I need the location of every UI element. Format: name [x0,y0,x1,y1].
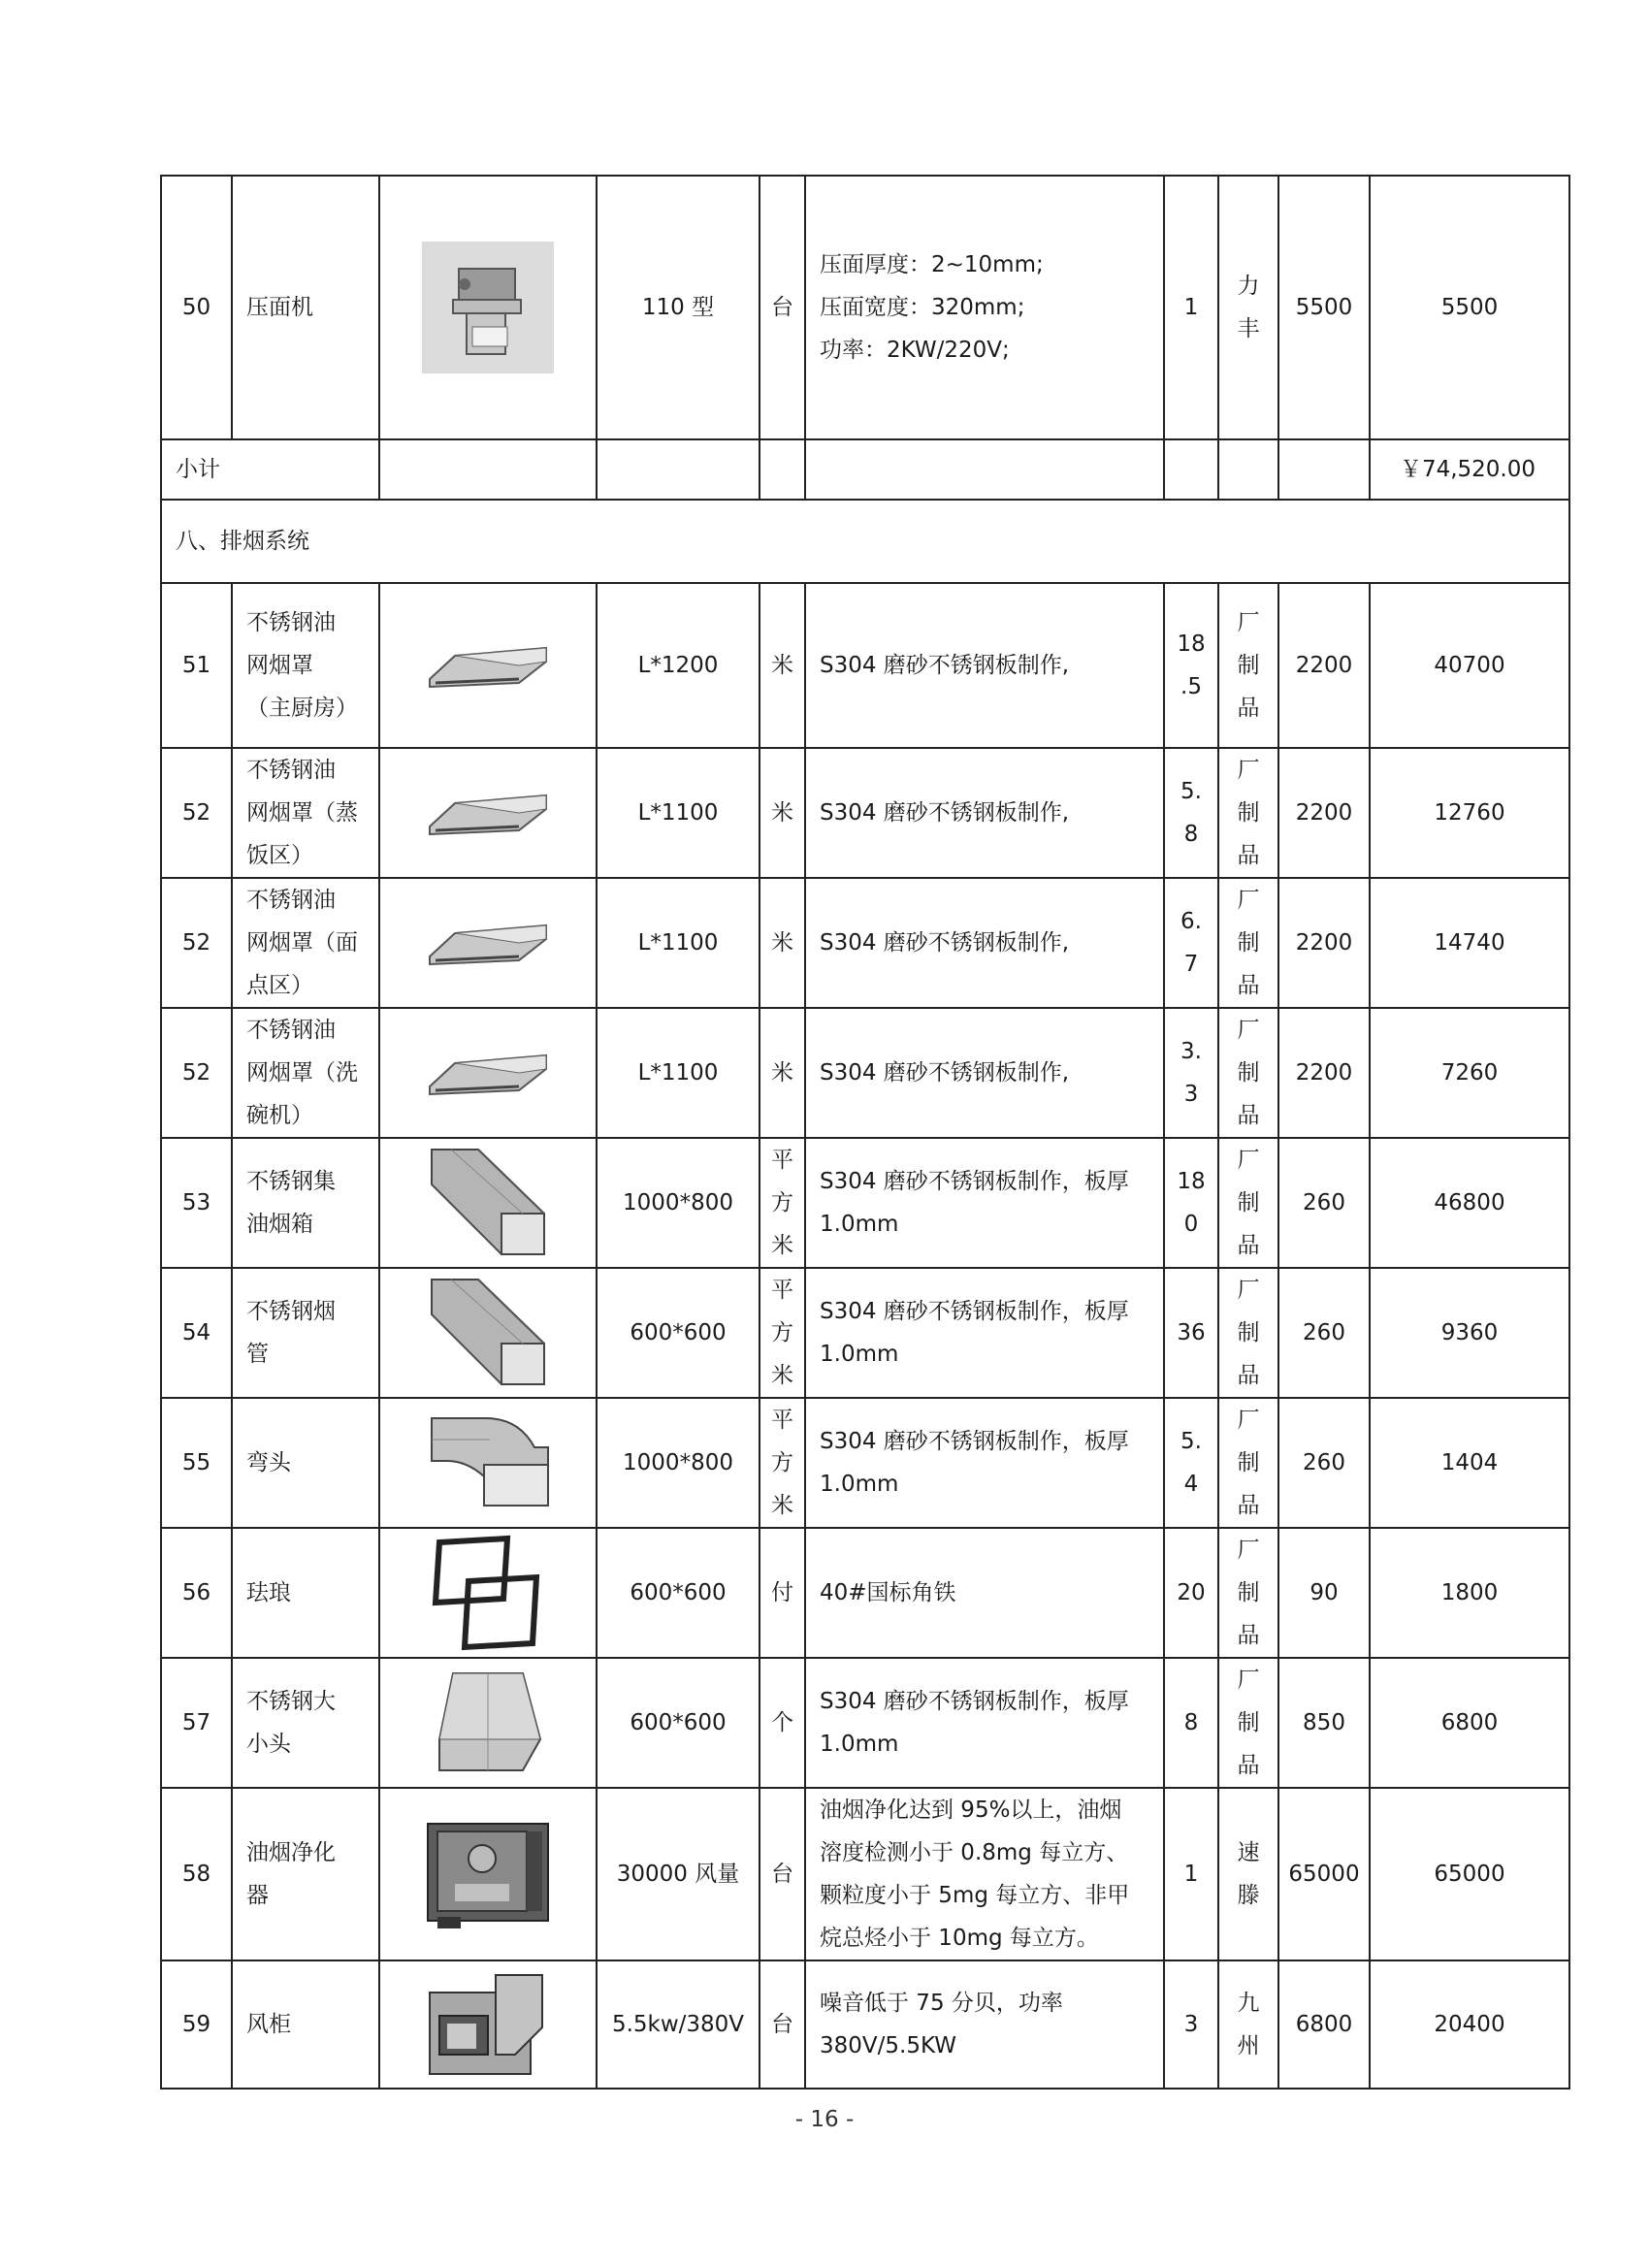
cell-price: 260 [1278,1398,1370,1528]
cell-name: 不锈钢油 网烟罩 （主厨房） [232,583,379,748]
cell-brand: 厂 制 品 [1218,1268,1278,1398]
cell-no: 53 [161,1138,232,1268]
table-row [161,1658,1569,1788]
cell-model: L*1200 [597,583,760,748]
table-row [161,1268,1569,1398]
cell-unit: 米 [760,878,805,1008]
cell-brand: 厂 制 品 [1218,1398,1278,1528]
cell-amount: 1800 [1370,1528,1569,1658]
cell-qty: 20 [1164,1528,1218,1658]
cell-spec: S304 磨砂不锈钢板制作, [805,1008,1164,1138]
cell-unit: 米 [760,1008,805,1138]
cell-amount: 9360 [1370,1268,1569,1398]
cell-spec: S304 磨砂不锈钢板制作, [805,878,1164,1008]
cell-qty: 18 0 [1164,1138,1218,1268]
cell-qty: 3 [1164,1960,1218,2089]
cell-unit: 台 [760,1960,805,2089]
cell-spec: S304 磨砂不锈钢板制作，板厚 1.0mm [805,1268,1164,1398]
purifier-image [379,1788,597,1960]
cell-qty: 5. 4 [1164,1398,1218,1528]
cell-qty: 36 [1164,1268,1218,1398]
cell-unit: 平 方 米 [760,1268,805,1398]
subtotal-row [161,439,1569,500]
cell-spec: S304 磨砂不锈钢板制作，板厚 1.0mm [805,1658,1164,1788]
duct-image [379,1138,597,1268]
cell-name: 弯头 [232,1398,379,1528]
cell-amount: 1404 [1370,1398,1569,1528]
table-row [161,1398,1569,1528]
reducer-image [379,1658,597,1788]
table-row [161,1960,1569,2089]
table-row [161,1008,1569,1138]
cell-qty: 1 [1164,1788,1218,1960]
cell-no: 52 [161,748,232,878]
cell-name: 不锈钢大 小头 [232,1658,379,1788]
cell-model: L*1100 [597,748,760,878]
cell-model: 1000*800 [597,1398,760,1528]
subtotal-label: 小计 [161,439,379,500]
cell-model: L*1100 [597,1008,760,1138]
cell-unit: 个 [760,1658,805,1788]
cell-spec: 40#国标角铁 [805,1528,1164,1658]
cell-brand: 力 丰 [1218,176,1278,439]
cell-no: 57 [161,1658,232,1788]
cell-brand: 厂 制 品 [1218,748,1278,878]
dough-press-image [379,176,597,439]
flange-image [379,1528,597,1658]
cell-spec: S304 磨砂不锈钢板制作，板厚 1.0mm [805,1138,1164,1268]
cell-spec: 压面厚度：2~10mm; 压面宽度：320mm; 功率：2KW/220V; [805,176,1164,439]
cell-qty: 6. 7 [1164,878,1218,1008]
cell-name: 不锈钢烟 管 [232,1268,379,1398]
cell-price: 90 [1278,1528,1370,1658]
cell-no: 50 [161,176,232,439]
cell-model: 30000 风量 [597,1788,760,1960]
cell-amount: 20400 [1370,1960,1569,2089]
table-row [161,176,1569,439]
cell-spec: 油烟净化达到 95%以上，油烟 溶度检测小于 0.8mg 每立方、 颗粒度小于 5mg 每立方、非甲 烷总烃小于 10mg 每立方。 [805,1788,1164,1960]
cell-unit: 台 [760,176,805,439]
cell-no: 54 [161,1268,232,1398]
cell-unit: 米 [760,748,805,878]
elbow-image [379,1398,597,1528]
cell-price: 260 [1278,1138,1370,1268]
table-row [161,1138,1569,1268]
cell-brand: 厂 制 品 [1218,1528,1278,1658]
cell-amount: 14740 [1370,878,1569,1008]
cell-price: 2200 [1278,748,1370,878]
cell-no: 59 [161,1960,232,2089]
cell-name: 压面机 [232,176,379,439]
cell-name: 不锈钢油 网烟罩（洗 碗机） [232,1008,379,1138]
cell-no: 52 [161,1008,232,1138]
cell-name: 不锈钢油 网烟罩（面 点区） [232,878,379,1008]
cell-model: 1000*800 [597,1138,760,1268]
cell-amount: 6800 [1370,1658,1569,1788]
cell-qty: 18 .5 [1164,583,1218,748]
cell-qty: 1 [1164,176,1218,439]
cell-no: 58 [161,1788,232,1960]
cell-price: 850 [1278,1658,1370,1788]
cell-price: 65000 [1278,1788,1370,1960]
cell-name: 风柜 [232,1960,379,2089]
cell-brand: 厂 制 品 [1218,1138,1278,1268]
cell-qty: 5. 8 [1164,748,1218,878]
range-hood-image [379,583,597,748]
cell-amount: 46800 [1370,1138,1569,1268]
range-hood-image [379,878,597,1008]
cell-spec: S304 磨砂不锈钢板制作, [805,583,1164,748]
cell-unit: 米 [760,583,805,748]
cell-model: 5.5kw/380V [597,1960,760,2089]
cell-amount: 5500 [1370,176,1569,439]
cell-name: 不锈钢集 油烟箱 [232,1138,379,1268]
cell-amount: 7260 [1370,1008,1569,1138]
cell-model: 110 型 [597,176,760,439]
cell-amount: 65000 [1370,1788,1569,1960]
section-title: 八、排烟系统 [161,500,1569,583]
cell-no: 55 [161,1398,232,1528]
cell-brand: 速 滕 [1218,1788,1278,1960]
cell-model: L*1100 [597,878,760,1008]
cell-spec: S304 磨砂不锈钢板制作, [805,748,1164,878]
cell-no: 56 [161,1528,232,1658]
cell-price: 5500 [1278,176,1370,439]
range-hood-image [379,1008,597,1138]
cell-brand: 厂 制 品 [1218,1008,1278,1138]
cell-model: 600*600 [597,1268,760,1398]
cell-price: 2200 [1278,1008,1370,1138]
cell-brand: 厂 制 品 [1218,878,1278,1008]
table-row [161,878,1569,1008]
cell-name: 不锈钢油 网烟罩（蒸 饭区） [232,748,379,878]
cell-price: 2200 [1278,583,1370,748]
cell-qty: 3. 3 [1164,1008,1218,1138]
cell-brand: 厂 制 品 [1218,1658,1278,1788]
cell-spec: S304 磨砂不锈钢板制作，板厚 1.0mm [805,1398,1164,1528]
cell-no: 52 [161,878,232,1008]
cell-price: 260 [1278,1268,1370,1398]
section-row [161,500,1569,583]
cell-amount: 40700 [1370,583,1569,748]
cell-spec: 噪音低于 75 分贝，功率 380V/5.5KW [805,1960,1164,2089]
table-row [161,748,1569,878]
cell-price: 2200 [1278,878,1370,1008]
cell-unit: 平 方 米 [760,1398,805,1528]
cell-brand: 厂 制 品 [1218,583,1278,748]
fan-cabinet-image [379,1960,597,2089]
duct-image [379,1268,597,1398]
cell-no: 51 [161,583,232,748]
cell-unit: 付 [760,1528,805,1658]
cell-model: 600*600 [597,1658,760,1788]
table-row [161,1788,1569,1960]
page-number: - 16 - [794,2107,855,2132]
cell-qty: 8 [1164,1658,1218,1788]
subtotal-amount: ￥74,520.00 [1370,439,1569,500]
cell-name: 油烟净化 器 [232,1788,379,1960]
table-row [161,1528,1569,1658]
equipment-table [160,175,1570,2090]
cell-model: 600*600 [597,1528,760,1658]
table-row [161,583,1569,748]
cell-brand: 九 州 [1218,1960,1278,2089]
table-body [161,176,1569,2089]
cell-price: 6800 [1278,1960,1370,2089]
cell-name: 珐琅 [232,1528,379,1658]
cell-unit: 台 [760,1788,805,1960]
cell-unit: 平 方 米 [760,1138,805,1268]
range-hood-image [379,748,597,878]
cell-amount: 12760 [1370,748,1569,878]
